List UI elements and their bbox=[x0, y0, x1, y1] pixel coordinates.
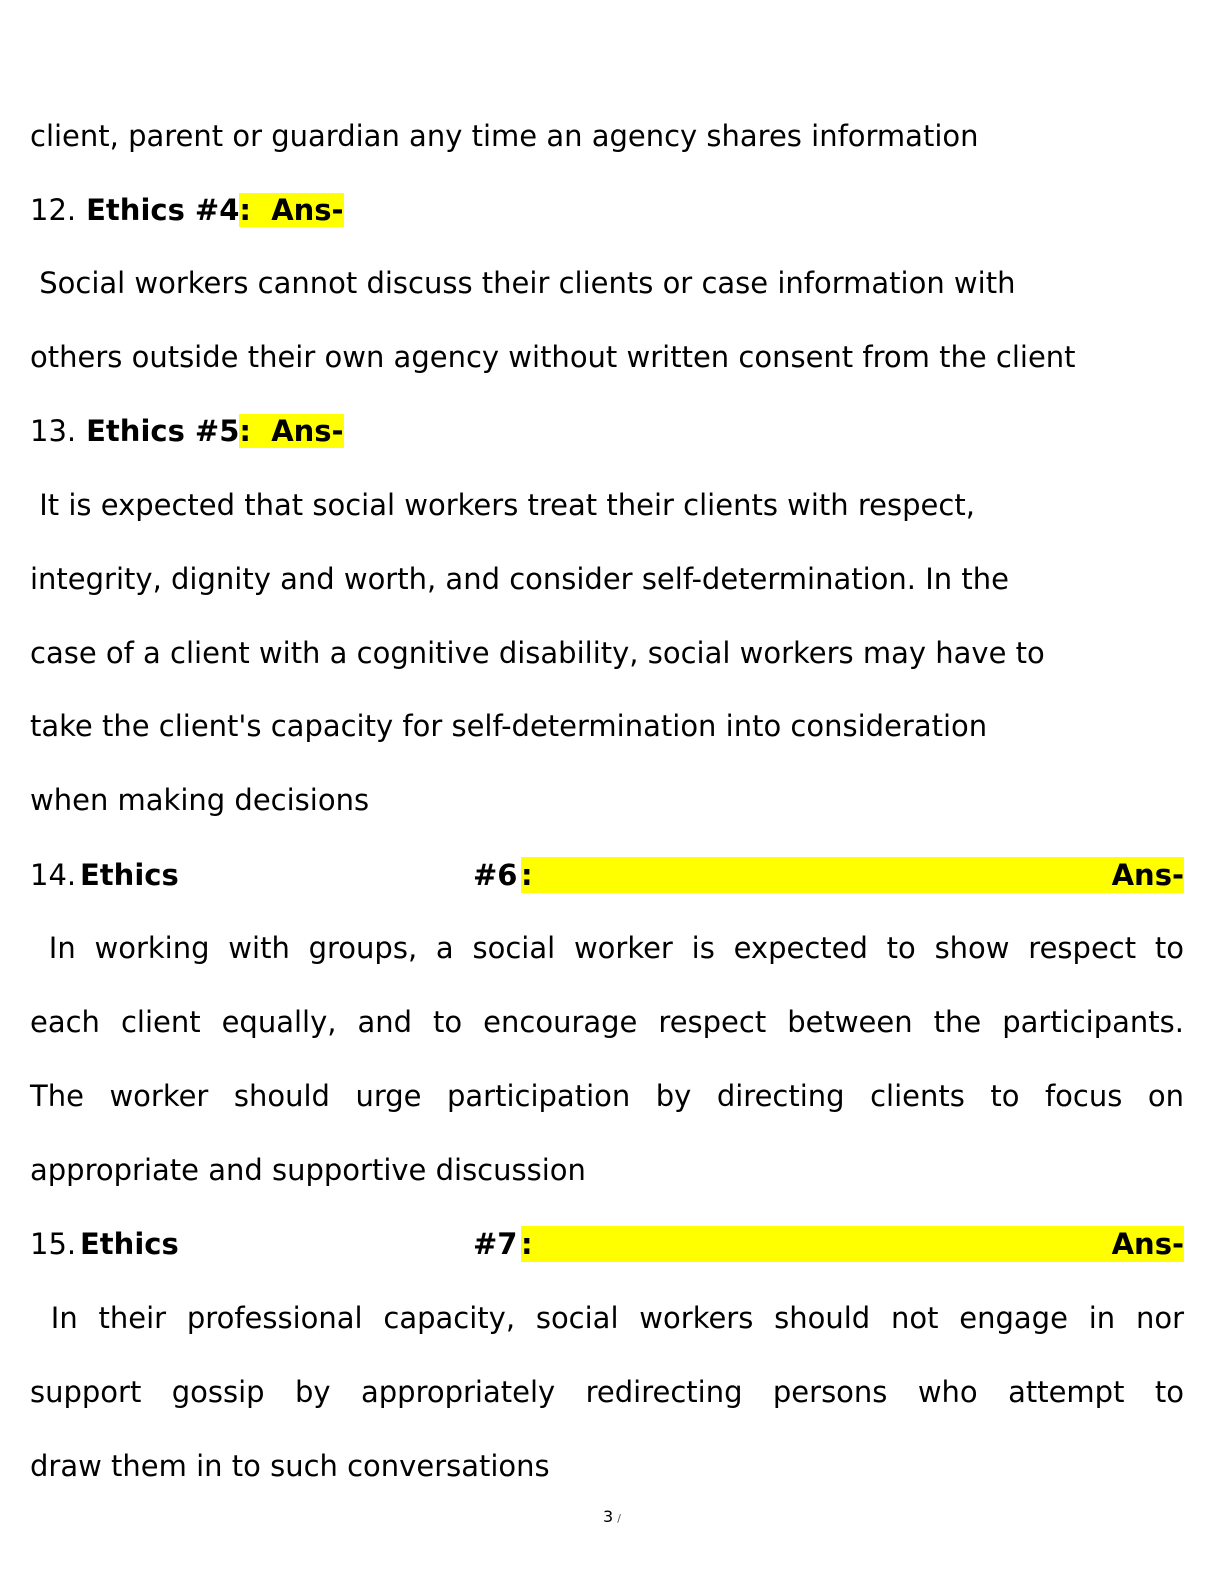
body-text-line: In working with groups, a social worker is expected to show respect to bbox=[30, 931, 1184, 965]
body-text-line: when making decisions bbox=[30, 783, 370, 817]
item-number: 13. bbox=[30, 414, 77, 448]
body-text-line: case of a client with a cognitive disability, social workers may have to bbox=[30, 636, 1045, 670]
page-number-value: 3 bbox=[603, 1507, 614, 1526]
item-heading-13 bbox=[30, 411, 344, 451]
answer-colon: : bbox=[521, 1227, 533, 1261]
body-text-line: Social workers cannot discuss their clients or case information with bbox=[30, 266, 1016, 300]
body-text-line: take the client's capacity for self-determination into consideration bbox=[30, 709, 988, 743]
body-text-line: draw them in to such conversations bbox=[30, 1449, 550, 1483]
body-text-line: each client equally, and to encourage respect between the participants. bbox=[30, 1005, 1184, 1039]
item-heading-12 bbox=[30, 190, 344, 230]
item-number: 15. bbox=[30, 1227, 77, 1261]
item-heading-14 bbox=[30, 855, 1184, 895]
body-text-line: integrity, dignity and worth, and consider self-determination. In the bbox=[30, 562, 1009, 596]
item-title: Ethics bbox=[80, 1227, 179, 1261]
answer-marker: : Ans- bbox=[239, 414, 344, 448]
body-text-line: support gossip by appropriately redirecting persons who attempt to bbox=[30, 1375, 1184, 1409]
answer-marker: Ans- bbox=[1111, 858, 1184, 892]
body-text-line: others outside their own agency without written consent from the client bbox=[30, 340, 1076, 374]
item-title-number: #7 bbox=[473, 1227, 518, 1261]
item-title: Ethics #5 bbox=[86, 414, 240, 448]
item-title: Ethics #4 bbox=[86, 193, 240, 227]
page-number bbox=[0, 1507, 1224, 1529]
body-text-line: In their professional capacity, social workers should not engage in nor bbox=[30, 1301, 1184, 1335]
answer-highlight bbox=[521, 1226, 1184, 1262]
item-title: Ethics bbox=[80, 858, 179, 892]
answer-marker: : Ans- bbox=[239, 193, 344, 227]
body-text-line: It is expected that social workers treat their clients with respect, bbox=[30, 488, 975, 522]
item-number: 12. bbox=[30, 193, 77, 227]
item-number: 14. bbox=[30, 858, 77, 892]
answer-colon: : bbox=[521, 858, 533, 892]
item-heading-15 bbox=[30, 1224, 1184, 1264]
body-text-line: The worker should urge participation by directing clients to focus on bbox=[30, 1079, 1184, 1113]
answer-marker: Ans- bbox=[1111, 1227, 1184, 1261]
answer-highlight bbox=[521, 857, 1184, 893]
item-title-number: #6 bbox=[473, 858, 518, 892]
body-text-line: client, parent or guardian any time an agency shares information bbox=[30, 119, 979, 153]
page-separator: / bbox=[617, 1512, 621, 1525]
body-text-line: appropriate and supportive discussion bbox=[30, 1153, 586, 1187]
